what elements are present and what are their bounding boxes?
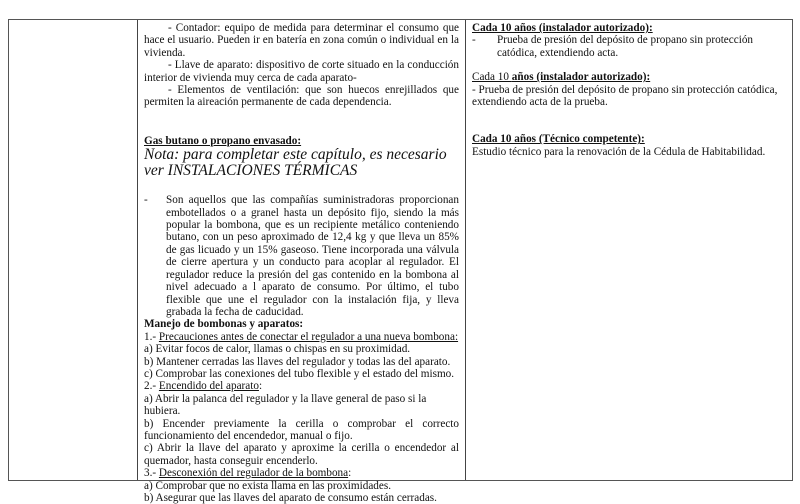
step-1-item-c: c) Comprobar las conexiones del tubo flexible y el estado del mismo. xyxy=(144,367,455,380)
step-2-item-b: b) Encender previamente la cerilla o comprobar el correcto funcionamiento del encendedor, manual o fijo. xyxy=(144,417,459,442)
dash-bullet: - xyxy=(472,34,476,47)
step-2-heading xyxy=(144,380,459,392)
maintenance-schedule-column xyxy=(466,20,792,480)
step-suffix: : xyxy=(258,380,263,393)
step-3-heading xyxy=(144,467,459,479)
step-1-item-a: a) Evitar focos de calor, llamas o chispas en su proximidad. xyxy=(144,343,411,356)
description-column xyxy=(138,20,466,504)
step-title: Precauciones antes de conectar el regulador a una nueva bombona: xyxy=(158,330,459,343)
description-text: Son aquellos que las compañías suministradoras proporcionan embotellados o a granel hasta un depósito fijo, siendo la más popular la bombona, que es un recipiente metálico conteniendo butano, con un peso aproximado de 12,4 kg y que lleva un 85% de gas licuado y un 15% gaseoso. Tiene incorporada una válvula de cierre apertura y un conducto para acoplar al regulador. El regulador reduce la presión del gas contenido en la bombona al nivel adecuado a l aparato de consumo. Por último, el tubo flexible que une el regulador con la instalación fija, y lleva grabada la fecha de caducidad. xyxy=(166,194,459,318)
note-text: Nota: para completar este capítulo, es necesario ver INSTALACIONES TÉRMICAS xyxy=(144,146,447,180)
block1-title: Cada 10 años (instalador autorizado): xyxy=(472,22,653,34)
step-1-heading xyxy=(144,331,459,343)
left-empty-column xyxy=(9,20,138,480)
step-number: 2.- xyxy=(144,380,159,393)
step-1-item-b: b) Mantener cerradas las llaves del regulador y todas las del aparato. xyxy=(144,355,451,368)
step-3-item-b: b) Asegurar que las llaves del aparato de consumo están cerradas. xyxy=(144,492,437,504)
dash-bullet: - xyxy=(144,194,148,207)
block2-text: - Prueba de presión del depósito de propano sin protección catódica, extendiendo acta de la prueba. xyxy=(472,83,778,109)
title-rest: años (instalador autorizado): xyxy=(511,71,651,84)
title-prefix: Cada 10 xyxy=(472,71,512,84)
step-number: 1.- xyxy=(144,330,159,343)
maintenance-table xyxy=(8,19,793,504)
step-2-item-a: a) Abrir la palanca del regulador y la llave general de paso si la hubiera. xyxy=(144,392,427,418)
block3-text: Estudio técnico para la renovación de la Cédula de Habitabilidad. xyxy=(472,145,766,158)
contador-paragraph: - Contador: equipo de medida para determinar el consumo que hace el usuario. Pueden ir en batería en zona común o individual en la vivienda. xyxy=(144,22,459,59)
description-item xyxy=(144,194,459,318)
step-2-item-c: c) Abrir la llave del aparato y aproxime la cerilla o encendedor al quemador, hasta conseguir encenderlo. xyxy=(144,442,459,467)
block1-text: Prueba de presión del depósito de propano sin protección catódica, extendiendo acta. xyxy=(497,34,754,59)
step-number: 3.- xyxy=(144,467,159,480)
block1-item xyxy=(472,34,788,59)
block3-title: Cada 10 años (Técnico competente): xyxy=(472,133,645,146)
ventilacion-paragraph: - Elementos de ventilación: que son huecos enrejillados que permiten la aireación permanente de cada dependencia. xyxy=(144,84,459,109)
step-title: Desconexión del regulador de la bombona xyxy=(158,467,349,480)
handling-title: Manejo de bombonas y aparatos: xyxy=(144,318,304,331)
llave-aparato-paragraph: - Llave de aparato: dispositivo de corte situado en la conducción interior de vivienda muy cerca de cada aparato- xyxy=(144,59,459,84)
step-3-item-a: a) Comprobar que no exista llama en las proximidades. xyxy=(144,479,391,492)
section-title: Gas butano o propano envasado: xyxy=(144,134,302,147)
step-suffix: : xyxy=(348,467,352,480)
step-title: Encendido del aparato xyxy=(158,380,259,393)
block2-title xyxy=(472,71,788,83)
